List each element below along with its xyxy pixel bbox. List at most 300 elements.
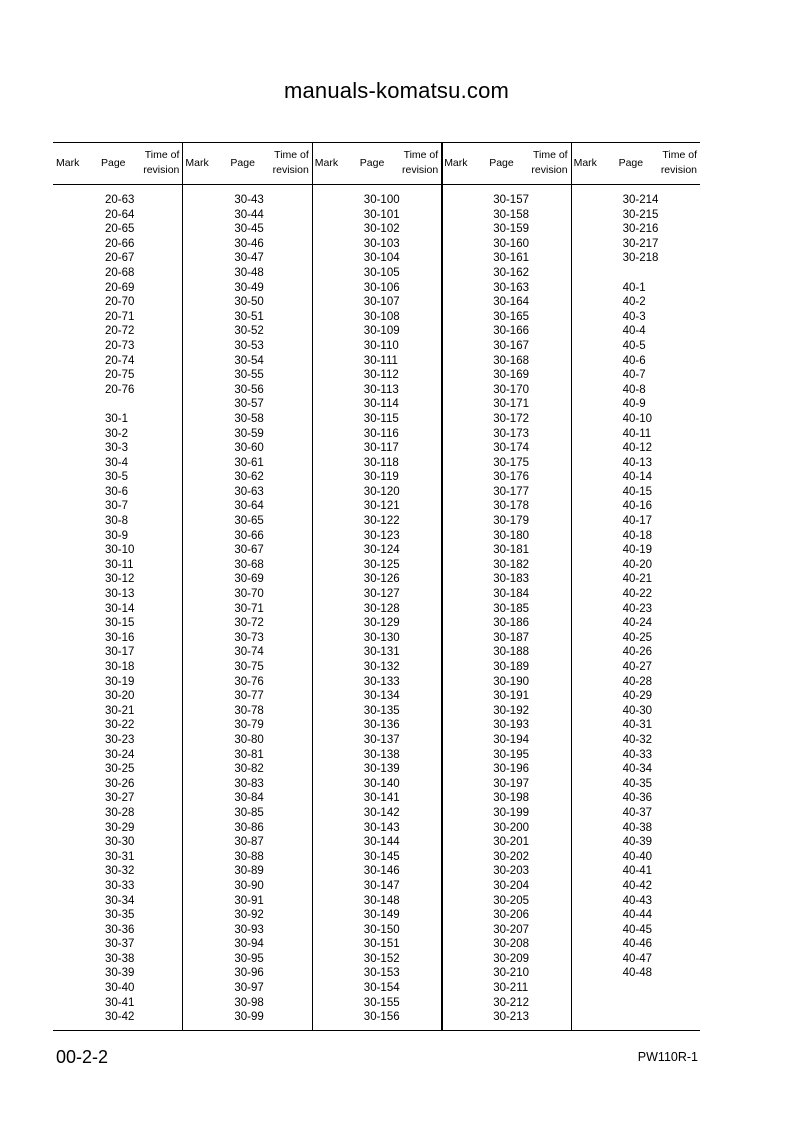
header-mark: Mark <box>573 157 597 169</box>
page-entry: 30-199 <box>493 806 529 819</box>
page-entry: 30-129 <box>363 617 400 630</box>
page-entry: 30-90 <box>234 879 264 892</box>
page-entry: 30-56 <box>234 383 264 396</box>
page-entry: 30-187 <box>493 631 529 644</box>
page-entry: 30-2 <box>105 427 129 440</box>
header-rev-line2: revision <box>402 164 439 176</box>
page-entry: 40-38 <box>622 821 653 834</box>
page-entry: 30-24 <box>105 748 135 761</box>
column-divider <box>182 143 183 1030</box>
page-entry: 40-40 <box>622 850 653 863</box>
page-entry: 40-15 <box>622 485 653 498</box>
page-entry: 30-35 <box>105 909 135 922</box>
page-entry: 30-166 <box>493 325 529 338</box>
page-entry: 20-68 <box>105 266 135 279</box>
page-entry: 30-8 <box>105 515 129 528</box>
page-entry: 30-64 <box>234 500 264 513</box>
page-entry: 40-18 <box>622 529 653 542</box>
page-entry: 40-12 <box>622 442 653 455</box>
column-divider <box>441 143 443 1030</box>
page-entry: 30-196 <box>493 763 529 776</box>
page-entry: 20-65 <box>105 223 135 236</box>
page-entry: 40-45 <box>622 923 653 936</box>
page-entry: 30-75 <box>234 661 264 673</box>
page-entry: 30-30 <box>105 836 135 849</box>
page-entry <box>623 266 659 281</box>
page-entry: 30-95 <box>234 952 264 965</box>
page-entry: 30-121 <box>363 500 400 513</box>
page-entry: 40-44 <box>622 909 653 922</box>
page-entry: 40-28 <box>622 675 653 688</box>
header-rev-line2: revision <box>531 164 568 176</box>
page-entry: 30-153 <box>363 967 400 980</box>
page-entry: 40-3 <box>622 310 646 323</box>
page-entry: 30-98 <box>234 996 264 1009</box>
header-time-of-revision <box>263 148 309 178</box>
page-entry: 30-142 <box>363 806 400 819</box>
header-mark: Mark <box>444 157 468 169</box>
page-entry: 30-152 <box>363 952 400 965</box>
page-entry: 30-15 <box>105 617 135 630</box>
revision-table <box>53 142 700 1031</box>
page-entry: 30-43 <box>234 194 264 206</box>
page-entry: 40-39 <box>622 836 653 849</box>
page-entry: 30-209 <box>493 952 529 965</box>
page-entry: 30-111 <box>363 354 398 367</box>
page-entry: 30-133 <box>363 675 400 688</box>
page-entry: 40-33 <box>622 748 653 761</box>
page-entry: 30-62 <box>234 471 264 484</box>
header-page: Page <box>359 157 385 169</box>
page-entry: 30-167 <box>493 339 529 352</box>
page-entry: 30-160 <box>493 237 529 250</box>
page-entry <box>105 397 134 412</box>
page-entry: 40-22 <box>622 588 653 601</box>
page-entry: 30-23 <box>105 733 135 746</box>
page-entry: 30-138 <box>363 748 400 761</box>
page-entry: 30-182 <box>493 558 529 571</box>
page-entry: 30-54 <box>234 354 264 367</box>
page-entry: 30-130 <box>363 631 400 644</box>
header-page: Page <box>101 157 126 169</box>
page-entry: 30-211 <box>493 982 529 995</box>
header-page: Page <box>230 157 255 169</box>
page-entry: 30-12 <box>105 573 135 586</box>
page-entry: 30-46 <box>234 237 264 250</box>
page-entry: 30-202 <box>493 850 529 863</box>
page-entry: 30-19 <box>105 675 135 688</box>
page-entry: 30-20 <box>105 690 135 703</box>
page-entry: 30-122 <box>363 515 400 528</box>
page-entry: 20-75 <box>105 369 135 382</box>
page-entry: 30-117 <box>363 442 399 455</box>
page-entry: 40-16 <box>622 500 653 513</box>
page-entry: 30-88 <box>234 850 264 863</box>
page-entry: 40-1 <box>622 281 646 294</box>
page-entry: 30-85 <box>234 806 264 819</box>
page-entry: 30-73 <box>234 631 264 644</box>
page-entry: 30-191 <box>493 690 529 703</box>
page-entry: 40-4 <box>622 325 646 338</box>
page-entry: 30-101 <box>363 208 400 221</box>
page-entry: 30-185 <box>493 602 529 615</box>
header-time-of-revision <box>392 148 438 178</box>
page-entry: 30-76 <box>234 675 264 688</box>
page-entry: 40-20 <box>622 558 653 571</box>
page-entry: 30-189 <box>493 661 529 673</box>
page-entry: 40-8 <box>622 383 646 396</box>
page-entry: 30-53 <box>234 339 264 352</box>
page-entry: 30-61 <box>234 456 264 469</box>
page-entry: 30-37 <box>105 938 135 951</box>
page-entry: 30-10 <box>105 544 135 557</box>
page-entry: 30-179 <box>493 515 529 528</box>
page-entry: 30-184 <box>493 588 529 601</box>
page-entry: 30-149 <box>363 909 400 922</box>
page-entry: 30-79 <box>234 719 264 732</box>
page-entry: 40-46 <box>622 938 653 951</box>
page-entry: 30-27 <box>105 792 135 805</box>
page-entry: 30-42 <box>105 1011 135 1024</box>
page-list-column <box>493 193 529 1025</box>
page-entry: 30-131 <box>363 646 400 659</box>
page-entry: 30-163 <box>493 281 529 294</box>
page-entry: 30-31 <box>105 850 135 863</box>
page-entry: 30-155 <box>363 996 400 1009</box>
page-entry: 20-67 <box>105 252 135 265</box>
page-entry: 30-72 <box>234 617 264 630</box>
page-entry: 30-113 <box>363 383 399 396</box>
page-entry: 30-107 <box>363 296 400 309</box>
page-entry: 40-42 <box>622 879 653 892</box>
header-rev-line2: revision <box>272 164 309 176</box>
header-rev-line1: Time of <box>144 149 180 161</box>
page-list-column <box>623 193 659 981</box>
page-entry: 30-214 <box>622 194 659 206</box>
header-page: Page <box>489 157 514 169</box>
page-entry: 30-168 <box>493 354 529 367</box>
page-entry: 30-92 <box>234 909 264 922</box>
page-entry: 40-26 <box>622 646 653 659</box>
page-entry: 30-33 <box>105 879 135 892</box>
header-divider <box>53 184 700 185</box>
page-entry: 30-102 <box>363 223 400 236</box>
page-entry: 40-31 <box>622 719 653 732</box>
page-entry: 20-71 <box>105 310 135 323</box>
page-entry: 30-21 <box>105 704 135 717</box>
page-entry: 30-171 <box>493 398 529 411</box>
page-entry: 30-170 <box>493 383 529 396</box>
column-divider <box>312 143 313 1030</box>
page-entry: 20-69 <box>105 281 135 294</box>
page-entry: 30-213 <box>493 1011 529 1024</box>
page-entry: 30-136 <box>363 719 400 732</box>
page-entry: 40-10 <box>622 412 653 425</box>
page-entry: 30-174 <box>493 442 529 455</box>
page-entry: 30-55 <box>234 369 264 382</box>
page-entry: 40-9 <box>622 398 646 411</box>
page-list-column <box>234 193 263 1025</box>
page-entry: 40-41 <box>622 865 653 878</box>
page-entry: 30-57 <box>234 398 264 411</box>
page-entry: 30-50 <box>234 296 264 309</box>
page-entry: 30-34 <box>105 894 135 907</box>
page-entry: 30-69 <box>234 573 264 586</box>
page-entry: 20-73 <box>105 339 135 352</box>
page-entry: 30-169 <box>493 369 529 382</box>
page-entry: 30-68 <box>234 558 264 571</box>
page-entry: 40-5 <box>622 339 646 352</box>
page-entry: 40-29 <box>622 690 653 703</box>
page-list-column <box>105 193 134 1025</box>
page-entry: 30-106 <box>363 281 400 294</box>
page-entry: 30-65 <box>234 515 264 528</box>
page-entry: 30-148 <box>363 894 400 907</box>
page-entry: 30-81 <box>234 748 264 761</box>
page-entry: 30-104 <box>363 252 400 265</box>
page-entry: 40-24 <box>622 617 653 630</box>
page-entry: 20-66 <box>105 237 135 250</box>
header-mark: Mark <box>314 157 339 169</box>
page-entry: 30-134 <box>363 690 400 703</box>
page-entry: 30-97 <box>234 982 264 995</box>
page-entry: 30-212 <box>493 996 529 1009</box>
page-entry: 30-156 <box>363 1011 400 1024</box>
page-entry: 40-48 <box>622 967 653 980</box>
page-entry: 30-172 <box>493 412 529 425</box>
page-entry: 30-1 <box>105 412 129 425</box>
page-entry: 30-49 <box>234 281 264 294</box>
page-entry: 40-27 <box>622 661 653 673</box>
page-entry: 30-158 <box>493 208 529 221</box>
page-entry: 30-41 <box>105 996 135 1009</box>
page-entry: 20-76 <box>105 383 135 396</box>
page-entry: 40-7 <box>622 369 646 382</box>
page-entry: 30-93 <box>234 923 264 936</box>
page-entry: 30-123 <box>363 529 400 542</box>
page-entry: 30-210 <box>493 967 529 980</box>
page-entry: 30-176 <box>493 471 529 484</box>
page-entry: 30-40 <box>105 982 135 995</box>
page-entry: 30-216 <box>622 223 659 236</box>
page-entry: 30-87 <box>234 836 264 849</box>
page-entry: 30-78 <box>234 704 264 717</box>
header-rev-line2: revision <box>143 164 180 176</box>
page-entry: 30-137 <box>363 733 400 746</box>
page-entry: 30-6 <box>105 485 129 498</box>
page-entry: 30-63 <box>234 485 264 498</box>
page-entry: 30-103 <box>363 237 400 250</box>
page-entry: 40-2 <box>622 296 646 309</box>
page-entry: 40-37 <box>622 806 653 819</box>
column-divider <box>571 143 572 1030</box>
page-entry: 40-6 <box>622 354 646 367</box>
page-entry: 30-201 <box>493 836 529 849</box>
page-entry: 30-186 <box>493 617 529 630</box>
header-time-of-revision <box>133 148 179 178</box>
page-entry: 30-80 <box>234 733 264 746</box>
page-entry: 30-183 <box>493 573 529 586</box>
page-entry: 30-26 <box>105 777 135 790</box>
page-entry: 30-3 <box>105 442 129 455</box>
page-entry: 30-16 <box>105 631 135 644</box>
page-entry: 40-19 <box>622 544 653 557</box>
page-entry: 30-91 <box>234 894 264 907</box>
page-entry: 30-218 <box>622 252 659 265</box>
page-entry: 30-207 <box>493 923 529 936</box>
page-entry: 30-124 <box>363 544 400 557</box>
page-entry: 30-67 <box>234 544 264 557</box>
page-entry: 40-30 <box>622 704 653 717</box>
page-entry: 30-100 <box>363 194 400 206</box>
page-entry: 30-47 <box>234 252 264 265</box>
page-entry: 30-86 <box>234 821 264 834</box>
page-entry: 30-197 <box>493 777 529 790</box>
page-number: 00-2-2 <box>56 1047 109 1067</box>
page-entry: 40-25 <box>622 631 653 644</box>
page-entry: 30-193 <box>493 719 529 732</box>
page-entry: 30-17 <box>105 646 135 659</box>
page-entry: 30-110 <box>363 339 399 352</box>
page-entry: 30-195 <box>493 748 529 761</box>
page-entry: 30-135 <box>363 704 400 717</box>
header-page: Page <box>618 157 644 169</box>
page-entry: 30-128 <box>363 602 400 615</box>
page-entry: 30-144 <box>363 836 400 849</box>
page-entry: 30-18 <box>105 661 135 673</box>
page-entry: 30-45 <box>234 223 264 236</box>
page-entry: 40-32 <box>622 733 653 746</box>
page-entry: 30-13 <box>105 588 135 601</box>
page-entry: 30-178 <box>493 500 529 513</box>
page-entry: 30-115 <box>363 412 399 425</box>
page-list-column <box>364 193 400 1025</box>
page-entry: 30-157 <box>493 194 529 206</box>
header-rev-line2: revision <box>660 164 697 176</box>
page-entry: 20-63 <box>105 194 135 206</box>
page-entry: 30-39 <box>105 967 135 980</box>
page-entry: 20-64 <box>105 208 135 221</box>
header-mark: Mark <box>185 157 209 169</box>
page-entry: 30-94 <box>234 938 264 951</box>
page-entry: 30-71 <box>234 602 264 615</box>
header-time-of-revision <box>522 148 568 178</box>
header-rev-line1: Time of <box>662 149 697 161</box>
page-entry: 30-83 <box>234 777 264 790</box>
page-entry: 30-181 <box>493 544 529 557</box>
page-entry: 30-70 <box>234 588 264 601</box>
page-entry: 30-120 <box>363 485 400 498</box>
page-entry: 30-159 <box>493 223 529 236</box>
page-entry: 30-151 <box>363 938 400 951</box>
page-entry: 30-215 <box>622 208 659 221</box>
model-code: PW110R-1 <box>637 1050 698 1064</box>
page-entry: 30-89 <box>234 865 264 878</box>
page-entry: 30-132 <box>363 661 400 673</box>
page-entry: 30-38 <box>105 952 135 965</box>
page-entry: 30-74 <box>234 646 264 659</box>
page-entry: 30-52 <box>234 325 264 338</box>
page-entry: 30-116 <box>363 427 399 440</box>
page-entry: 30-125 <box>363 558 400 571</box>
page-entry: 40-36 <box>622 792 653 805</box>
page-entry: 30-190 <box>493 675 529 688</box>
page-entry: 30-165 <box>493 310 529 323</box>
page-entry: 30-22 <box>105 719 135 732</box>
page-entry: 30-162 <box>493 266 529 279</box>
page-entry: 40-21 <box>622 573 653 586</box>
page-entry: 30-105 <box>363 266 400 279</box>
page-entry: 30-7 <box>105 500 129 513</box>
page-entry: 30-192 <box>493 704 529 717</box>
page-entry: 30-161 <box>493 252 529 265</box>
page-entry: 30-108 <box>363 310 400 323</box>
header-mark: Mark <box>56 157 80 169</box>
page-entry: 30-112 <box>363 369 399 382</box>
page-entry: 30-77 <box>234 690 264 703</box>
page-entry: 30-140 <box>363 777 400 790</box>
page-entry: 30-58 <box>234 412 264 425</box>
page-entry: 30-48 <box>234 266 264 279</box>
page-entry: 30-126 <box>363 573 400 586</box>
page-entry: 30-84 <box>234 792 264 805</box>
page-entry: 30-204 <box>493 879 529 892</box>
page-entry: 30-164 <box>493 296 529 309</box>
header-time-of-revision <box>651 148 697 178</box>
page-entry: 30-66 <box>234 529 264 542</box>
page-entry: 40-11 <box>622 427 652 440</box>
page-entry: 30-177 <box>493 485 529 498</box>
page-entry: 30-60 <box>234 442 264 455</box>
page-entry: 30-29 <box>105 821 135 834</box>
header-rev-line1: Time of <box>403 149 439 161</box>
header-rev-line1: Time of <box>532 149 568 161</box>
page-entry: 40-47 <box>622 952 653 965</box>
page-entry: 30-99 <box>234 1011 264 1024</box>
page-entry: 30-25 <box>105 763 135 776</box>
page-entry: 30-36 <box>105 923 135 936</box>
page-entry: 30-200 <box>493 821 529 834</box>
page-entry: 30-28 <box>105 806 135 819</box>
page-entry: 30-59 <box>234 427 264 440</box>
page-entry: 30-118 <box>363 456 399 469</box>
page-entry: 30-114 <box>363 398 399 411</box>
page-entry: 30-146 <box>363 865 400 878</box>
page-entry: 30-11 <box>105 558 134 571</box>
page-entry: 30-206 <box>493 909 529 922</box>
page-entry: 30-194 <box>493 733 529 746</box>
page-entry: 30-173 <box>493 427 529 440</box>
page-entry: 20-74 <box>105 354 135 367</box>
page-entry: 30-119 <box>363 471 399 484</box>
page-entry: 30-51 <box>234 310 264 323</box>
page-entry: 40-43 <box>622 894 653 907</box>
page-entry: 20-72 <box>105 325 135 338</box>
page-entry: 30-147 <box>363 879 400 892</box>
page-entry: 30-205 <box>493 894 529 907</box>
site-title: manuals-komatsu.com <box>283 78 510 103</box>
page-entry: 30-180 <box>493 529 529 542</box>
page-entry: 40-23 <box>622 602 653 615</box>
page-entry: 30-203 <box>493 865 529 878</box>
page-entry: 30-96 <box>234 967 264 980</box>
page-entry: 20-70 <box>105 296 135 309</box>
page-entry: 30-141 <box>363 792 400 805</box>
page-entry: 30-109 <box>363 325 400 338</box>
page-entry: 30-139 <box>363 763 400 776</box>
page-entry: 30-5 <box>105 471 129 484</box>
page-entry: 30-127 <box>363 588 400 601</box>
